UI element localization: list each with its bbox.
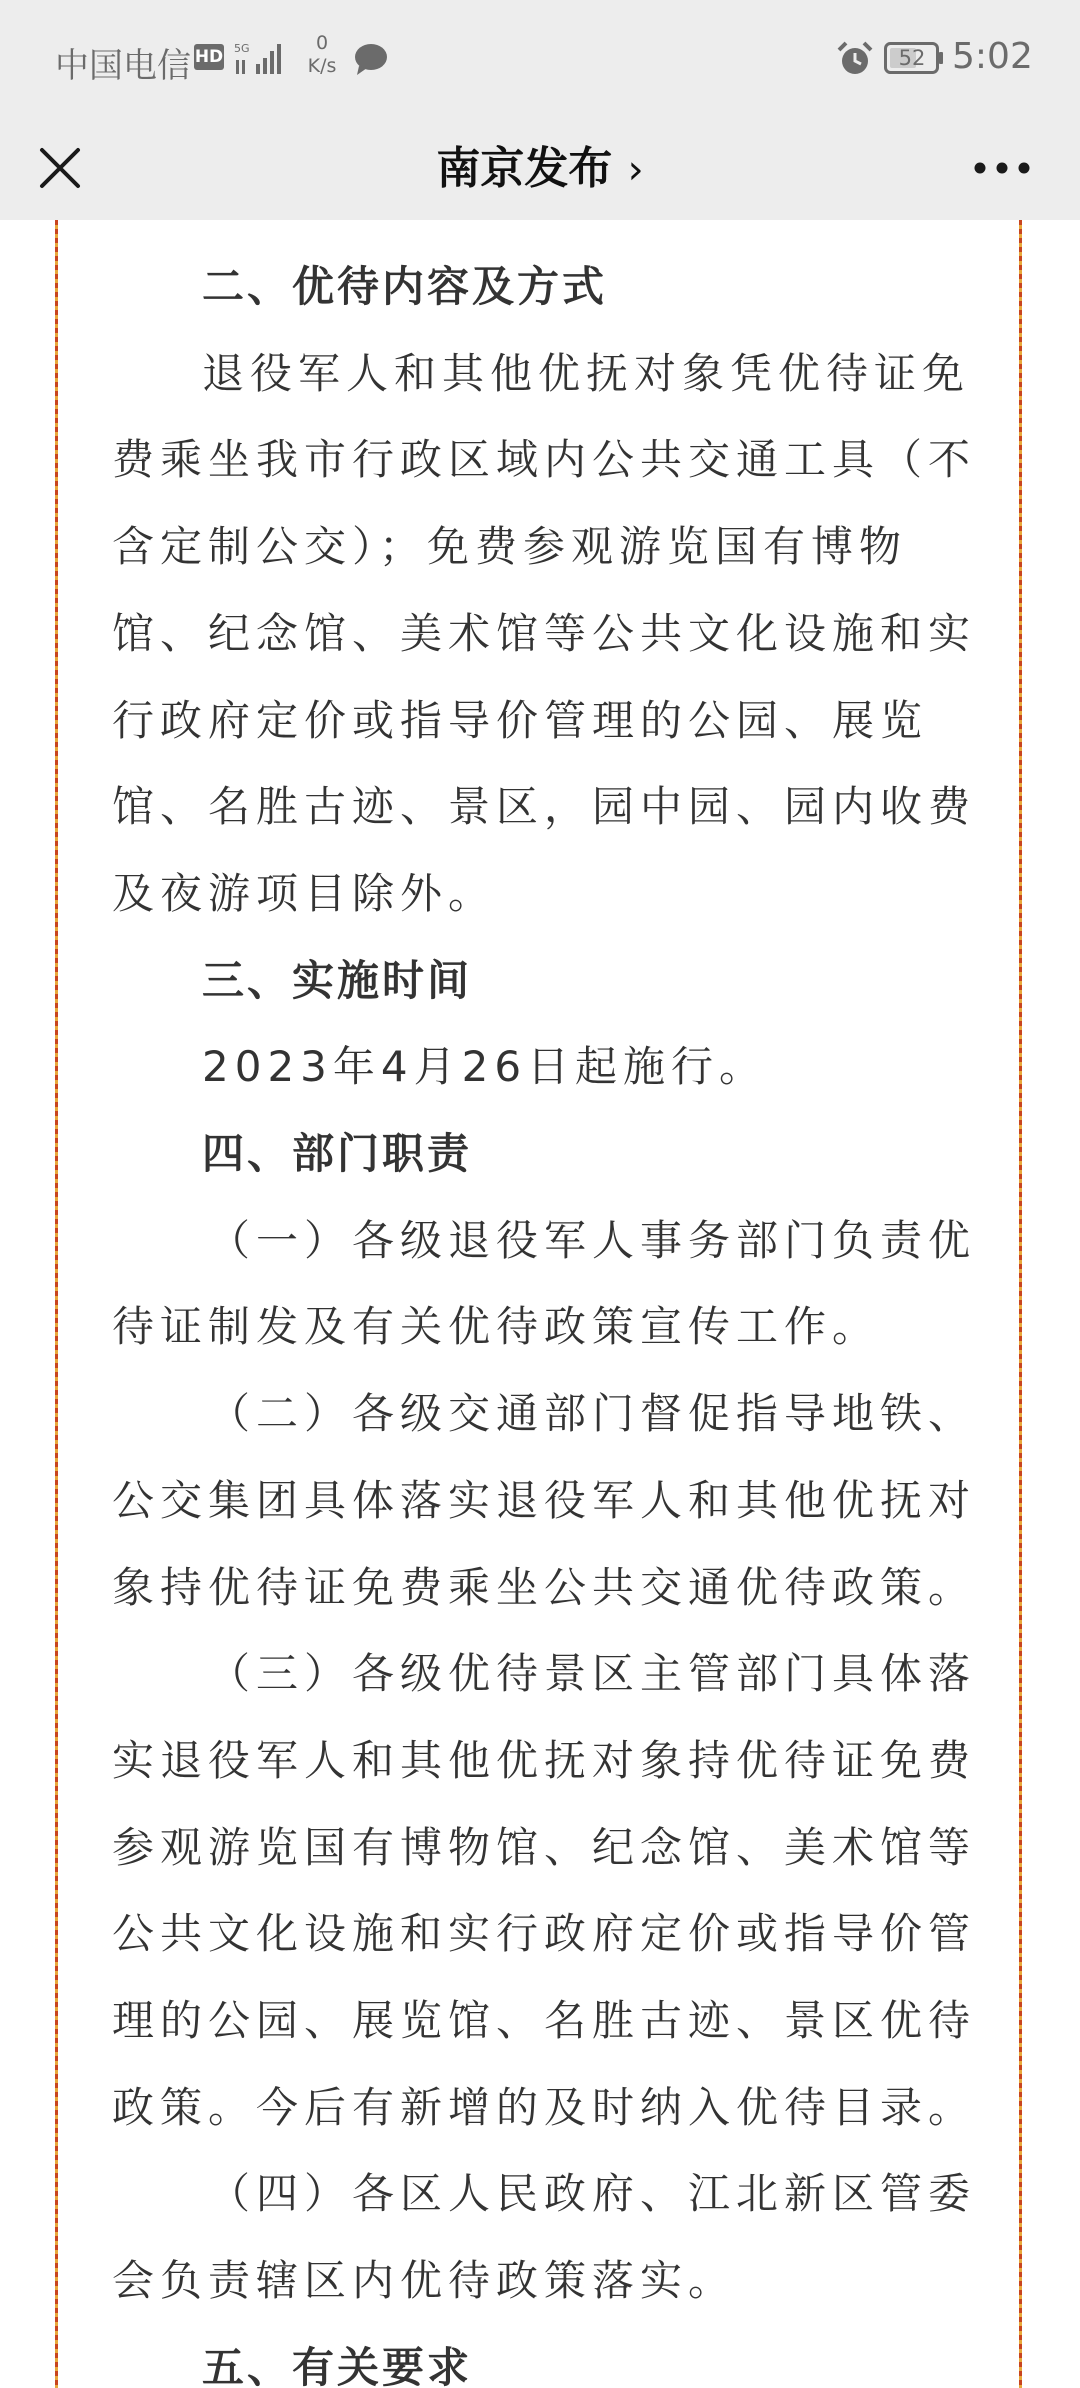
status-clock: 5:02: [952, 36, 1033, 77]
paragraph-line: （二）各级交通部门督促指导地铁、: [208, 1389, 977, 1439]
paragraph-line: 政策。今后有新增的及时纳入优待目录。: [112, 2082, 977, 2132]
paragraph-line: 公共文化设施和实行政府定价或指导价管: [112, 1909, 977, 1959]
close-button[interactable]: [30, 138, 90, 198]
nav-bar: [0, 118, 1080, 220]
decorative-border-left: [55, 220, 58, 2388]
paragraph-line: （三）各级优待景区主管部门具体落: [208, 1649, 977, 1699]
paragraph-line: 费乘坐我市行政区域内公共交通工具（不: [112, 435, 977, 485]
paragraph-line: 含定制公交）；免费参观游览国有博物: [112, 522, 908, 572]
more-options-button[interactable]: [970, 138, 1034, 198]
paragraph-line: （四）各区人民政府、江北新区管委: [208, 2169, 977, 2219]
section-heading: 四、部门职责: [202, 1129, 473, 1179]
hd-badge: HD: [194, 44, 224, 70]
network-speed: [300, 32, 344, 78]
close-icon: [30, 138, 90, 198]
paragraph-line: 退役军人和其他优抚对象凭优待证免: [202, 348, 971, 398]
status-bar: [0, 0, 1080, 118]
carrier-name: 中国电信: [55, 46, 191, 86]
network-speed-unit: K/s: [307, 55, 337, 77]
paragraph-line: 象持优待证免费乘坐公共交通优待政策。: [112, 1562, 977, 1612]
paragraph-line: 理的公园、展览馆、名胜古迹、景区优待: [112, 1996, 977, 2046]
paragraph-line: 公交集团具体落实退役军人和其他优抚对: [112, 1475, 977, 1525]
network-speed-value: 0: [315, 32, 329, 54]
section-heading: 五、有关要求: [202, 2342, 473, 2388]
section-heading: 二、优待内容及方式: [202, 262, 608, 311]
paragraph-line: 会负责辖区内优待政策落实。: [112, 2256, 737, 2306]
account-name: 南京发布: [436, 143, 613, 194]
article-content[interactable]: [0, 220, 1080, 2388]
more-dots-icon: [970, 138, 1034, 198]
paragraph-line: 2023年4月26日起施行。: [202, 1042, 768, 1092]
paragraph-line: （一）各级退役军人事务部门负责优: [208, 1215, 977, 1265]
paragraph-line: 及夜游项目除外。: [112, 868, 497, 918]
section-heading: 三、实施时间: [202, 955, 473, 1005]
paragraph-line: 实退役军人和其他优抚对象持优待证免费: [112, 1735, 977, 1785]
signal-5g-icon: [234, 40, 284, 76]
alarm-clock-icon: [836, 40, 874, 78]
article-body: [112, 244, 977, 2388]
paragraph-line: 馆、纪念馆、美术馆等公共文化设施和实: [112, 608, 977, 658]
account-title[interactable]: [0, 118, 1080, 220]
paragraph-line: 参观游览国有博物馆、纪念馆、美术馆等: [112, 1822, 977, 1872]
paragraph-line: 待证制发及有关优待政策宣传工作。: [112, 1302, 881, 1352]
svg-text:5G: 5G: [234, 42, 250, 55]
chat-bubble-icon: [353, 42, 389, 76]
chevron-right-icon: ›: [627, 147, 644, 193]
paragraph-line: 馆、名胜古迹、景区，园中园、园内收费: [112, 782, 977, 832]
battery-level: 52: [898, 46, 926, 70]
paragraph-line: 行政府定价或指导价管理的公园、展览: [112, 695, 929, 745]
decorative-border-right: [1019, 220, 1022, 2388]
